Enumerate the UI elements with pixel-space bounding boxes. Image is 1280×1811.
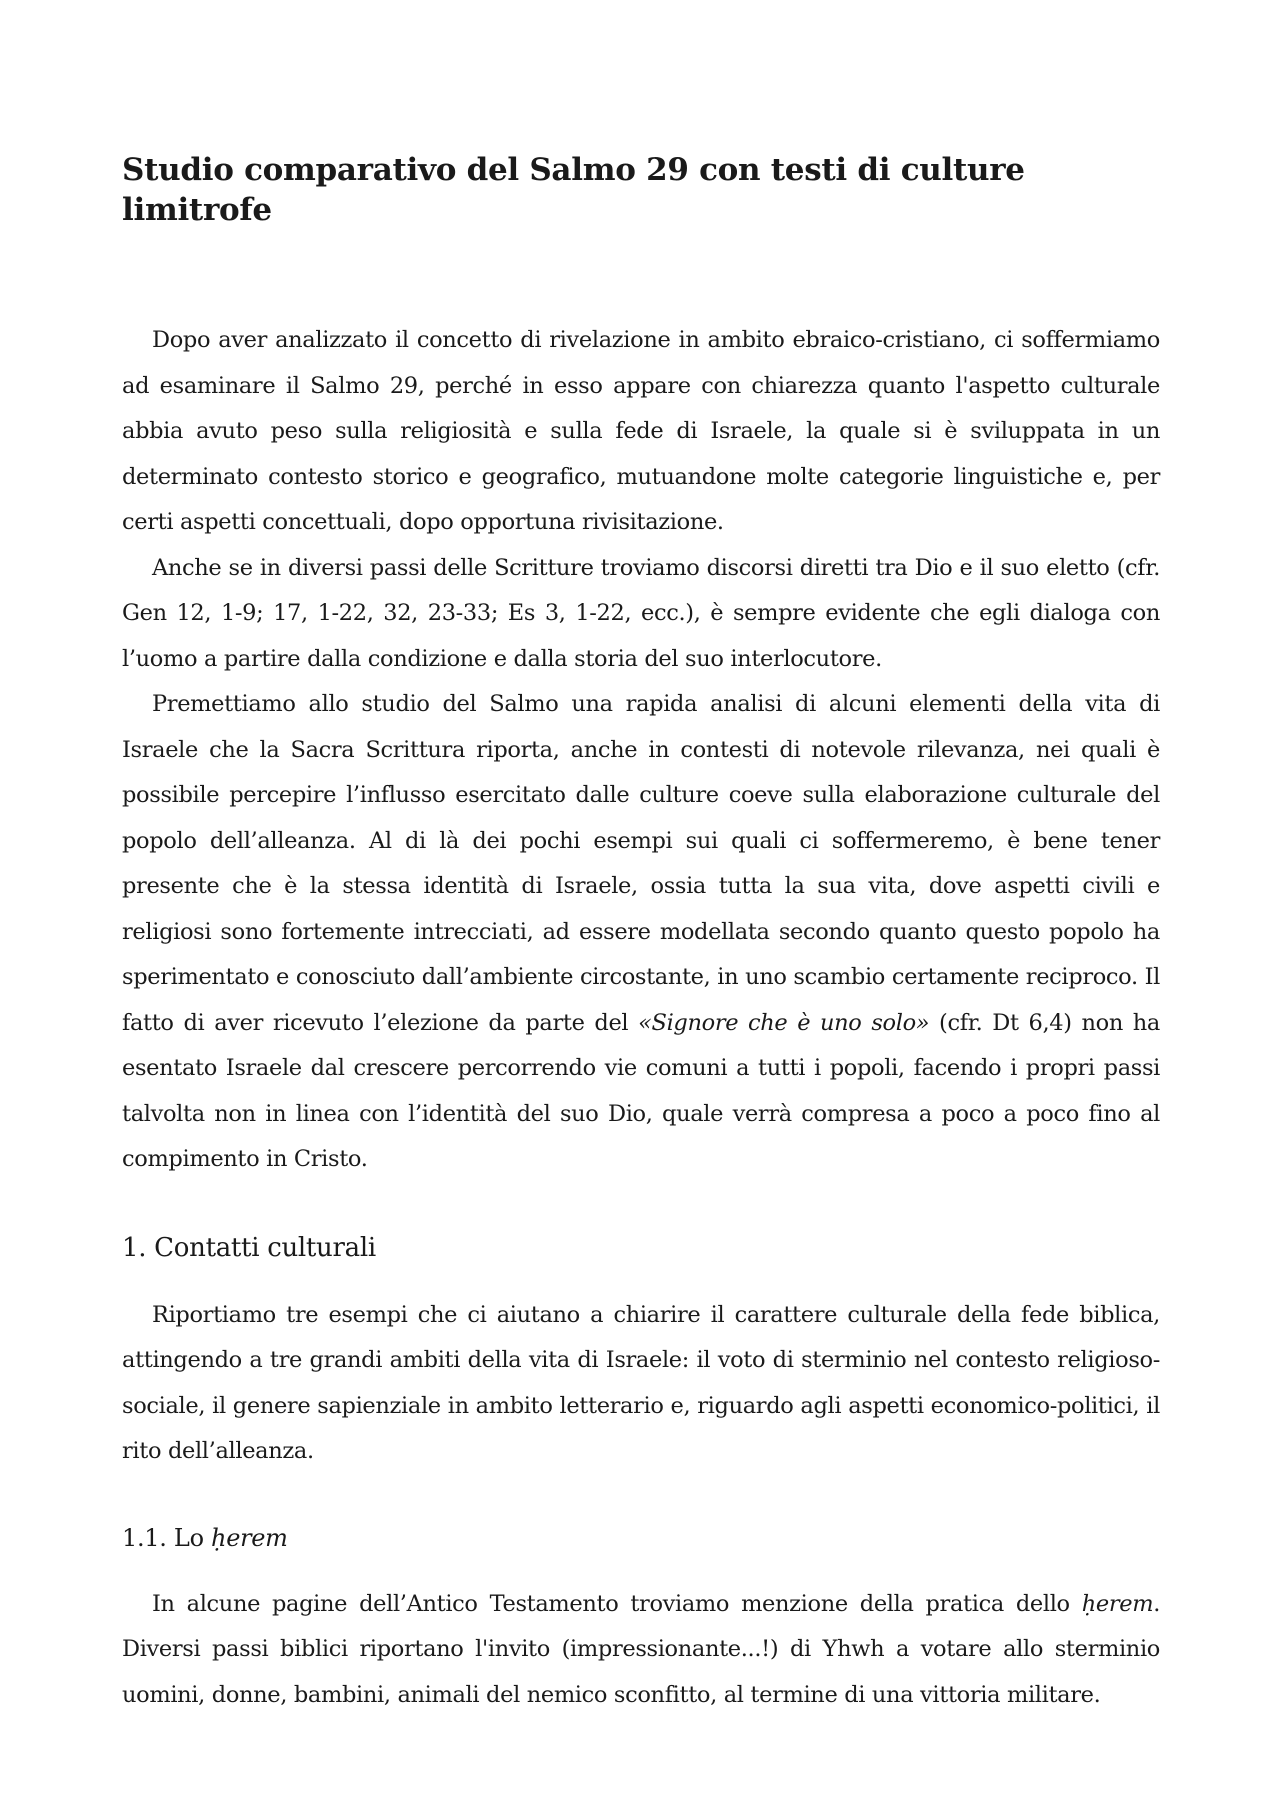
intro-paragraph-3-text-b: (cfr. Dt 6,4) non ha esentato Israele dal crescere percorrendo vie comuni a tutti i popoli, facendo i propri passi talvolta non in linea con l’identità del suo Dio, quale verrà compresa a poco a poco fino al compimento in Cristo. — [122, 1009, 1160, 1172]
section1-1-text-a: In alcune pagine dell’Antico Testamento troviamo menzione della pratica dello — [152, 1590, 1082, 1617]
intro-paragraph-3 — [122, 682, 1160, 1183]
section1-1-paragraph-1 — [122, 1582, 1160, 1719]
section1-1-text-b: . Diversi passi biblici riportano l'invito (impressionante...!) di Yhwh a votare allo sterminio uomini, donne, bambini, animali del nemico sconfitto, al termine di una vittoria militare. — [122, 1590, 1160, 1708]
quote-signore: «Signore che è uno solo» — [638, 1009, 930, 1036]
document-title: Studio comparativo del Salmo 29 con testi di culture limitrofe — [122, 152, 1025, 228]
section1-paragraph-1: Riportiamo tre esempi che ci aiutano a chiarire il carattere culturale della fede biblica, attingendo a tre grandi ambiti della vita di Israele: il voto di sterminio nel contesto religioso-sociale, il genere sapienziale in ambito letterario e, riguardo agli aspetti economico-politici, il rito dell’alleanza. — [122, 1301, 1160, 1464]
section-heading-contatti-culturali: 1. Contatti culturali — [122, 1232, 376, 1263]
subsection-heading-herem — [122, 1518, 1160, 1558]
document-page — [122, 150, 1160, 1718]
intro-paragraph-3-text-a: Premettiamo allo studio del Salmo una rapida analisi di alcuni elementi della vita di Israele che la Sacra Scrittura riporta, anche in contesti di notevole rilevanza, nei quali è possibile percepire l’influsso esercitato dalle culture coeve sulla elaborazione culturale del popolo dell’alleanza. Al di là dei pochi esempi sui quali ci soffermeremo, è bene tener presente che è la stessa identità di Israele, ossia tutta la sua vita, dove aspetti civili e religiosi sono fortemente intrecciati, ad essere modellata secondo quanto questo popolo ha sperimentato e conosciuto dall’ambiente circostante, in uno scambio certamente reciproco. Il fatto di aver ricevuto l’elezione da parte del — [122, 691, 1160, 1036]
subsection-heading-prefix: 1.1. Lo — [122, 1523, 212, 1552]
intro-paragraph-2: Anche se in diversi passi delle Scritture troviamo discorsi diretti tra Dio e il suo eletto (cfr. Gen 12, 1-9; 17, 1-22, 32, 23-33; Es 3, 1-22, ecc.), è sempre evidente che egli dialoga con l’uomo a partire dalla condizione e dalla storia del suo interlocutore. — [122, 554, 1160, 672]
herem-term: ḥerem — [1081, 1590, 1154, 1617]
intro-paragraph-1: Dopo aver analizzato il concetto di rivelazione in ambito ebraico-cristiano, ci soffermiamo ad esaminare il Salmo 29, perché in esso appare con chiarezza quanto l'aspetto culturale abbia avuto peso sulla religiosità e sulla fede di Israele, la quale si è sviluppata in un determinato contesto storico e geografico, mutuandone molte categorie linguistiche e, per certi aspetti concettuali, dopo opportuna rivisitazione. — [122, 327, 1160, 535]
subsection-heading-term: ḥerem — [211, 1523, 288, 1552]
